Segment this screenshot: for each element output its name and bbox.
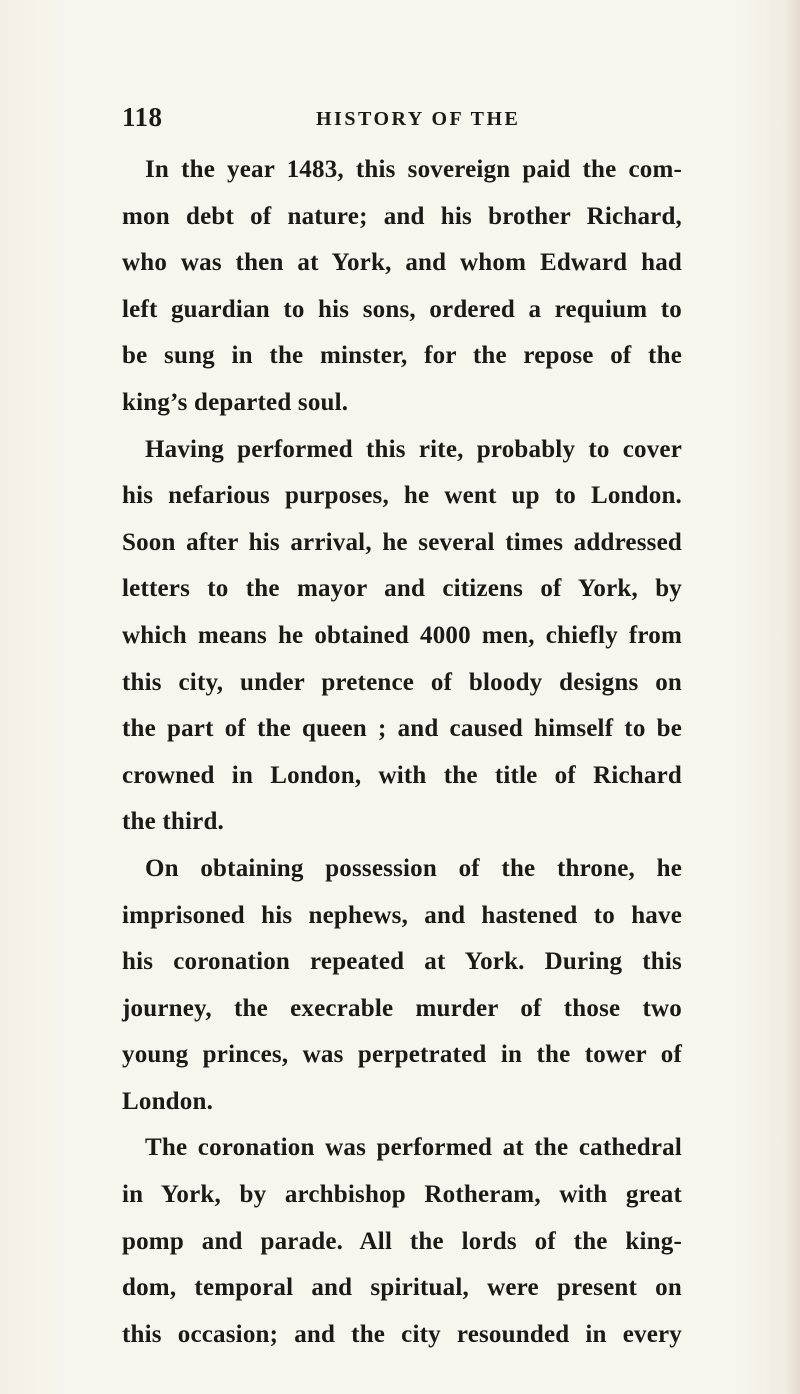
- text-line: dom, temporal and spiritual, were present on: [122, 1274, 682, 1302]
- text-line: be sung in the minster, for the repose of the: [122, 342, 682, 370]
- text-line-paragraph-end: king’s departed soul.: [122, 388, 349, 416]
- text-line: this occasion; and the city resounded in every: [122, 1320, 682, 1348]
- text-line: young princes, was perpetrated in the tower of: [122, 1041, 682, 1069]
- text-line: Soon after his arrival, he several times addressed: [122, 528, 682, 556]
- text-line: pomp and parade. All the lords of the king-: [122, 1227, 682, 1255]
- text-line-paragraph-start: The coronation was performed at the cathedral: [145, 1134, 682, 1162]
- running-title: HISTORY OF THE: [316, 108, 521, 130]
- page-edge-shadow: [786, 0, 800, 1394]
- text-line: journey, the execrable murder of those two: [122, 994, 682, 1022]
- text-line: his nefarious purposes, he went up to London.: [122, 482, 682, 510]
- text-line: which means he obtained 4000 men, chiefly from: [122, 621, 682, 649]
- text-line: this city, under pretence of bloody designs on: [122, 668, 682, 696]
- text-line: left guardian to his sons, ordered a requium to: [122, 295, 682, 323]
- text-line: letters to the mayor and citizens of York, by: [122, 575, 682, 603]
- text-line: imprisoned his nephews, and hastened to have: [122, 901, 682, 929]
- page-number: 118: [122, 102, 163, 132]
- text-line-paragraph-end: the third.: [122, 808, 224, 836]
- running-head: [122, 102, 682, 142]
- text-line-paragraph-start: On obtaining possession of the throne, he: [145, 854, 682, 882]
- text-line: crowned in London, with the title of Richard: [122, 761, 682, 789]
- text-line: the part of the queen ; and caused himself to be: [122, 715, 682, 743]
- text-line-paragraph-end: London.: [122, 1087, 214, 1115]
- text-line-paragraph-start: In the year 1483, this sovereign paid the com-: [145, 156, 682, 183]
- text-line: mon debt of nature; and his brother Richard,: [122, 202, 682, 230]
- body-text: [122, 147, 682, 1358]
- text-line-paragraph-start: Having performed this rite, probably to cover: [145, 435, 682, 463]
- text-line: in York, by archbishop Rotheram, with great: [122, 1181, 682, 1209]
- text-line: who was then at York, and whom Edward had: [122, 249, 682, 277]
- text-line: his coronation repeated at York. During this: [122, 948, 682, 976]
